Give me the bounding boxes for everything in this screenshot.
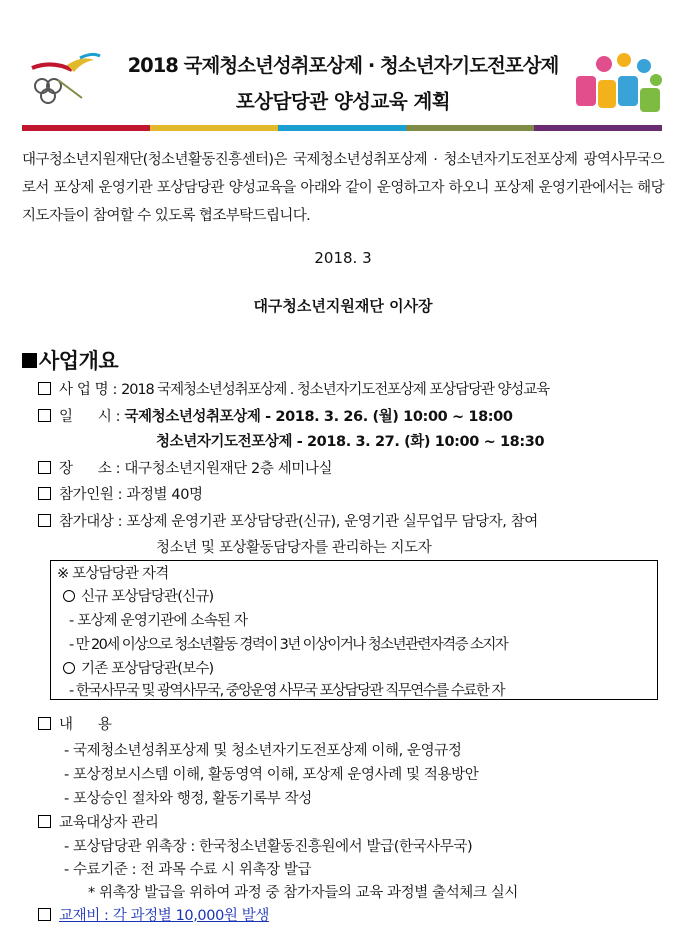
- place-row: [38, 457, 332, 478]
- content-item: - 포상승인 절차와 행정, 활동기록부 작성: [64, 791, 312, 807]
- target-value-1: 포상제 운영기관 포상담당관(신규), 운영기관 실무업무 담당자, 참여: [126, 514, 538, 530]
- target-label: 참가대상 :: [59, 514, 123, 530]
- header: [0, 0, 686, 130]
- color-bar-olive: [406, 125, 534, 131]
- title-line-2: 포상담당관 양성교육 계획: [235, 90, 451, 113]
- color-bar-purple: [534, 125, 662, 131]
- new-officer-item-2: - 만 20세 이상으로 청소년활동 경력이 3년 이상이거나 청소년관련자격증 소지자: [69, 637, 508, 653]
- management-label: 교육대상자 관리: [59, 815, 159, 831]
- checkbox-icon: [38, 514, 51, 527]
- checkbox-icon: [38, 461, 51, 474]
- content-item: - 국제청소년성취포상제 및 청소년자기도전포상제 이해, 운영규정: [64, 743, 462, 759]
- color-bar-red: [22, 125, 150, 131]
- section-title-text: 사업개요: [39, 349, 119, 373]
- new-officer-row: [63, 585, 213, 606]
- intro-paragraph: 대구청소년지원재단(청소년활동진흥센터)은 국제청소년성취포상제 · 청소년자기도전포상제 광역사무국으로서 포상제 운영기관 포상담당관 양성교육을 아래와 같이 운영하고자 하오니 포상제 운영기관에서는 해당 지도자들이 참여할 수 있도록 협조부탁드립니다.: [22, 152, 664, 224]
- target-value-2: 청소년 및 포상활동담당자를 관리하는 지도자: [156, 540, 432, 556]
- existing-officer-row: [63, 657, 213, 678]
- project-name-value: 2018 국제청소년성취포상제 . 청소년자기도전포상제 포상담당관 양성교육: [121, 382, 550, 398]
- participants-value: 과정별 40명: [126, 487, 203, 503]
- project-name-row: [38, 378, 549, 399]
- content-item: - 포상정보시스템 이해, 활동영역 이해, 포상제 운영사례 및 적용방안: [64, 767, 479, 783]
- color-bar-blue: [278, 125, 406, 131]
- new-officer-item-1: - 포상제 운영기관에 소속된 자: [69, 613, 248, 629]
- schedule-value-2: 청소년자기도전포상제 - 2018. 3. 27. (화) 10:00 ~ 18:30: [156, 434, 545, 450]
- self-challenge-logo-icon: [572, 50, 666, 116]
- qualification-title: ※ 포상담당관 자격: [57, 566, 169, 582]
- black-square-icon: [22, 353, 37, 368]
- schedule-row: [38, 405, 513, 426]
- existing-officer-title: 기존 포상담당관(보수): [81, 661, 214, 677]
- qualification-box: [50, 560, 658, 700]
- checkbox-icon: [38, 717, 51, 730]
- circle-bullet-icon: [63, 590, 75, 602]
- target-row: [38, 510, 538, 531]
- schedule-label: 일 시 :: [59, 409, 121, 425]
- color-bar-yellow: [150, 125, 278, 131]
- section-title: [22, 345, 118, 375]
- schedule-value-1: 국제청소년성취포상제 - 2018. 3. 26. (월) 10:00 ~ 18:00: [124, 409, 513, 425]
- place-label: 장 소 :: [59, 461, 121, 477]
- place-value: 대구청소년지원재단 2층 세미나실: [124, 461, 333, 477]
- checkbox-icon: [38, 815, 51, 828]
- participants-label: 참가인원 :: [59, 487, 123, 503]
- management-item: - 포상담당관 위촉장 : 한국청소년활동진흥원에서 발급(한국사무국): [64, 839, 473, 855]
- fee-text: 교재비 : 각 과정별 10,000원 발생: [59, 908, 269, 924]
- existing-officer-item-1: - 한국사무국 및 광역사무국, 중앙운영 사무국 포상담당관 직무연수를 수료한 자: [69, 683, 505, 699]
- project-name-label: 사 업 명 :: [59, 382, 117, 398]
- circle-bullet-icon: [63, 662, 75, 674]
- new-officer-title: 신규 포상담당관(신규): [81, 589, 214, 605]
- management-row: [38, 811, 158, 832]
- checkbox-icon: [38, 382, 51, 395]
- management-item: - 수료기준 : 전 과목 수료 시 위촉장 발급: [64, 862, 312, 878]
- title-line-1: 2018 국제청소년성취포상제 · 청소년자기도전포상제: [127, 54, 559, 77]
- color-bar: [22, 125, 662, 131]
- fee-row: [38, 904, 269, 925]
- participants-row: [38, 483, 203, 504]
- document-date: 2018. 3: [314, 249, 372, 267]
- checkbox-icon: [38, 908, 51, 921]
- checkbox-icon: [38, 409, 51, 422]
- signer: 대구청소년지원재단 이사장: [253, 297, 433, 315]
- content-label: 내 용: [59, 717, 112, 733]
- award-logo-icon: [22, 50, 102, 110]
- management-note: * 위촉장 발급을 위하여 과정 중 참가자들의 교육 과정별 출석체크 실시: [88, 885, 518, 901]
- content-row: [38, 713, 111, 734]
- checkbox-icon: [38, 487, 51, 500]
